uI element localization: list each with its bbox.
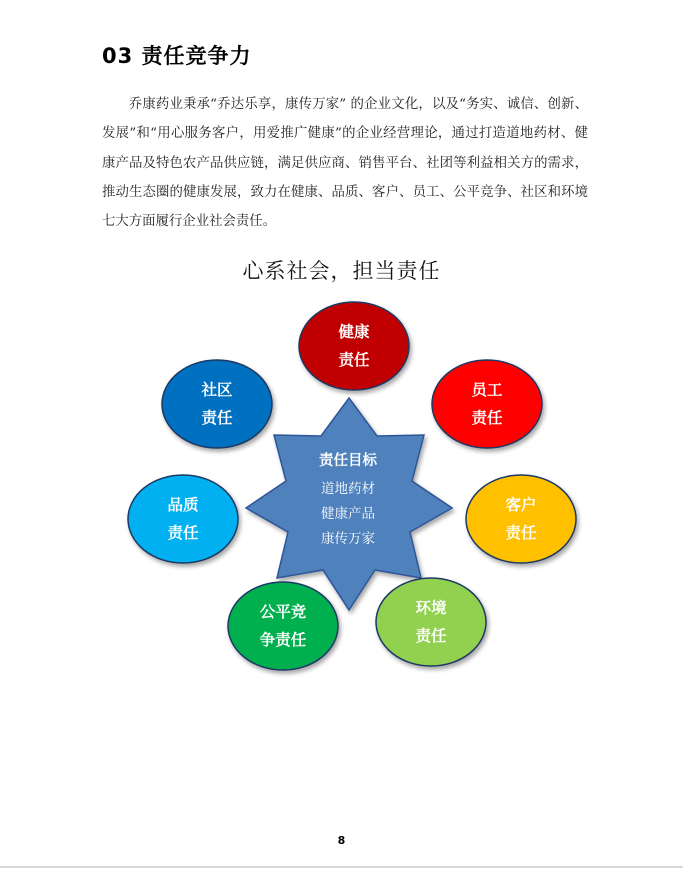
center-line: 健康产品 bbox=[321, 506, 375, 522]
center-line: 道地药材 bbox=[321, 481, 375, 497]
customer-responsibility-label: 客户 责任 bbox=[505, 496, 537, 542]
center-heading: 责任目标 bbox=[319, 453, 377, 469]
health-responsibility-label: 健康 责任 bbox=[338, 323, 370, 369]
section-title: 03 责任竞争力 bbox=[102, 44, 252, 68]
community-responsibility-label: 社区 责任 bbox=[201, 381, 233, 427]
employee-responsibility-label: 员工 责任 bbox=[471, 381, 503, 427]
page-divider bbox=[0, 866, 683, 868]
environment-responsibility-label: 环境 责任 bbox=[415, 599, 447, 645]
fair-competition-responsibility-label: 公平竞 争责任 bbox=[259, 603, 307, 649]
quality-responsibility-label: 品质 责任 bbox=[167, 496, 199, 542]
page-number: 8 bbox=[337, 834, 346, 847]
center-line: 康传万家 bbox=[321, 531, 375, 547]
diagram-title: 心系社会，担当责任 bbox=[242, 259, 441, 283]
intro-paragraph: 乔康药业秉承“乔达乐享，康传万家” 的企业文化，以及“务实、诚信、创新、发展”和“用心服务客户，用爱推广健康”的企业经营理论，通过打造道地药材、健康产品及特色农产品供应链，满足供应商、销售平台、社团等利益相关方的需求，推动生态圈的健康发展，致力在健康、品质、客户、员工、公平竞争、社区和环境七大方面履行企业社会责任。 bbox=[102, 97, 588, 230]
